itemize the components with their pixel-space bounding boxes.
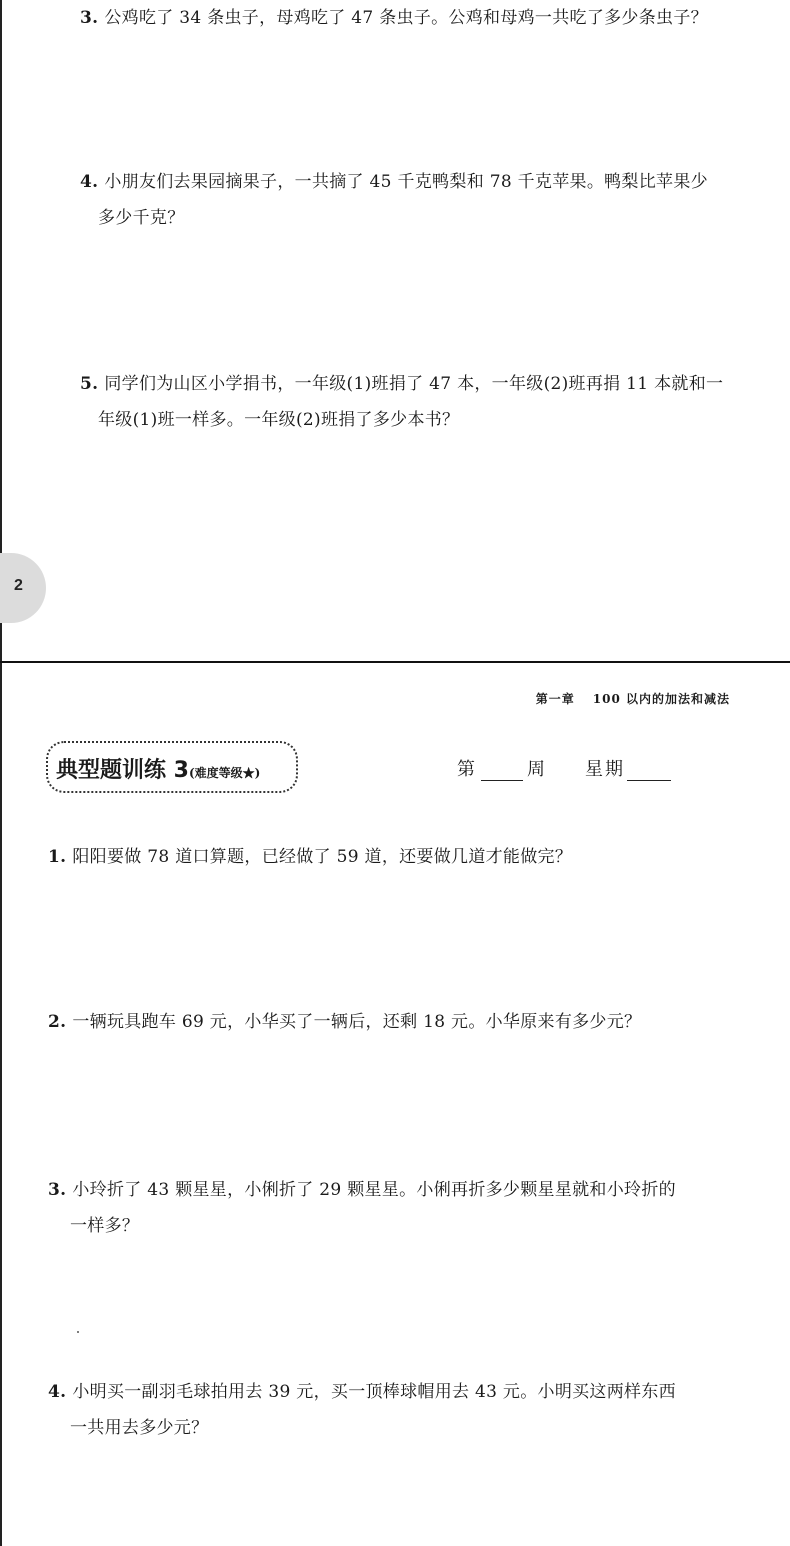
chapter-header <box>536 690 730 707</box>
week-suffix: 周 <box>527 759 547 780</box>
question-number: 1. <box>48 847 67 867</box>
question-text: 阳阳要做 78 道口算题，已经做了 59 道，还要做几道才能做完？ <box>72 847 573 867</box>
question-2 <box>48 1004 641 1040</box>
bottom-page <box>0 663 790 1546</box>
question-4 <box>48 1374 676 1446</box>
chapter-title: 100 以内的加法和减法 <box>592 692 730 706</box>
difficulty-label: (难度等级★) <box>188 766 261 780</box>
question-5-top <box>80 366 723 438</box>
question-text: 一辆玩具跑车 69 元，小华买了一辆后，还剩 18 元。小华原来有多少元？ <box>72 1012 642 1032</box>
stray-dot <box>77 1331 79 1333</box>
week-blank[interactable] <box>481 760 523 781</box>
section-title: 典型题训练 3 <box>56 758 189 783</box>
question-number: 3. <box>48 1180 67 1200</box>
top-page <box>0 0 790 661</box>
page-number-tab <box>0 553 46 623</box>
question-number: 5. <box>80 374 99 394</box>
question-3-top <box>80 0 708 36</box>
question-1 <box>48 839 572 875</box>
question-4-top <box>80 164 708 236</box>
question-text-continued: 一共用去多少元？ <box>70 1418 209 1438</box>
week-label: 第 <box>457 759 477 780</box>
week-fill-line <box>457 755 671 781</box>
question-3 <box>48 1172 676 1244</box>
section-title-box <box>46 741 298 793</box>
question-text-continued: 一样多？ <box>70 1216 140 1236</box>
question-number: 3. <box>80 8 99 28</box>
question-text: 同学们为山区小学捐书，一年级(1)班捐了 47 本，一年级(2)班再捐 11 本就和一 <box>104 374 724 394</box>
question-number: 4. <box>80 172 99 192</box>
question-number: 2. <box>48 1012 67 1032</box>
weekday-label: 星期 <box>585 759 625 780</box>
question-text: 公鸡吃了 34 条虫子，母鸡吃了 47 条虫子。公鸡和母鸡一共吃了多少条虫子？ <box>104 8 708 28</box>
page-number: 2 <box>14 577 23 594</box>
weekday-blank[interactable] <box>627 760 671 781</box>
question-text: 小玲折了 43 颗星星，小俐折了 29 颗星星。小俐再折多少颗星星就和小玲折的 <box>72 1180 676 1200</box>
chapter-number: 第一章 <box>535 692 575 706</box>
question-number: 4. <box>48 1382 67 1402</box>
question-text: 小朋友们去果园摘果子，一共摘了 45 千克鸭梨和 78 千克苹果。鸭梨比苹果少 <box>104 172 708 192</box>
question-text: 小明买一副羽毛球拍用去 39 元，买一顶棒球帽用去 43 元。小明买这两样东西 <box>72 1382 676 1402</box>
question-text-continued: 年级(1)班一样多。一年级(2)班捐了多少本书？ <box>98 410 460 430</box>
question-text-continued: 多少千克？ <box>98 208 185 228</box>
